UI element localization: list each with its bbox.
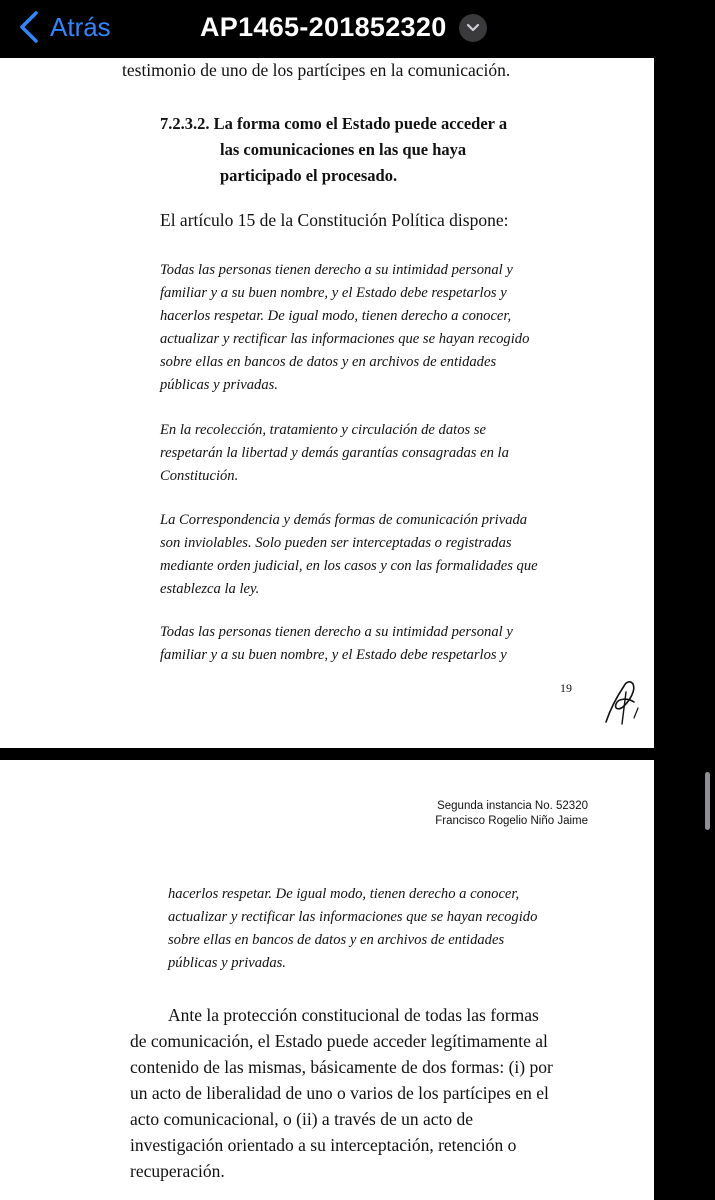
- paragraph-line: de comunicación, el Estado puede acceder legítimamente al: [130, 1031, 548, 1051]
- quote-line: sobre ellas en bancos de datos y en archivos de entidades: [168, 932, 505, 948]
- quote-line: familiar y a su buen nombre, y el Estado debe respetarlos y: [160, 285, 507, 301]
- document-title: AP1465-201852320: [200, 12, 447, 42]
- section-heading-line: las comunicaciones en las que haya: [220, 140, 467, 159]
- document-page-20: [0, 760, 654, 1200]
- page-header-line: Segunda instancia No. 52320: [437, 800, 588, 812]
- paragraph-line: contenido de las mismas, básicamente de dos formas: (i) por: [130, 1057, 553, 1077]
- quote-line: sobre ellas en bancos de datos y en archivos de entidades: [160, 354, 497, 370]
- page-text-line: El artículo 15 de la Constitución Política dispone:: [160, 210, 509, 230]
- quote-line: La Correspondencia y demás formas de comunicación privada: [160, 512, 528, 528]
- page-header-line: Francisco Rogelio Niño Jaime: [435, 815, 588, 827]
- quote-line: respetarán la libertad y demás garantías consagradas en la: [160, 445, 509, 461]
- page-text-line: testimonio de uno de los partícipes en la comunicación.: [122, 60, 511, 80]
- paragraph-line: acto comunicacional, o (ii) a través de un acto de: [130, 1109, 474, 1129]
- vertical-scrollbar[interactable]: [705, 772, 710, 830]
- paragraph-line: recuperación.: [130, 1161, 225, 1181]
- quote-line: actualizar y rectificar las informaciones que se hayan recogido: [168, 909, 538, 925]
- paragraph-line: un acto de liberalidad de uno o varios de los partícipes en el: [130, 1083, 549, 1103]
- quote-line: son inviolables. Solo pueden ser interceptadas o registradas: [160, 535, 512, 551]
- quote-line: públicas y privadas.: [168, 955, 286, 971]
- chevron-down-icon[interactable]: [459, 14, 487, 42]
- navigation-bar: [0, 0, 715, 58]
- quote-line: En la recolección, tratamiento y circulación de datos se: [160, 422, 486, 438]
- quote-line: actualizar y rectificar las informaciones que se hayan recogido: [160, 331, 530, 347]
- quote-line: públicas y privadas.: [160, 377, 278, 393]
- section-heading-line: participado el procesado.: [220, 166, 398, 185]
- paragraph-line: investigación orientado a su interceptación, retención o: [130, 1135, 517, 1155]
- chevron-left-icon: [18, 10, 40, 44]
- quote-line: Todas las personas tienen derecho a su intimidad personal y: [160, 262, 513, 278]
- signature-icon: [600, 676, 646, 728]
- section-heading-line: 7.2.3.2. La forma como el Estado puede acceder a: [160, 114, 508, 133]
- back-button[interactable]: [18, 10, 111, 44]
- quote-line: establezca la ley.: [160, 581, 260, 597]
- quote-line: familiar y a su buen nombre, y el Estado debe respetarlos y: [160, 647, 507, 663]
- document-title-menu[interactable]: [200, 12, 487, 43]
- document-page-19: [0, 58, 654, 748]
- quote-line: hacerlos respetar. De igual modo, tienen derecho a conocer,: [160, 308, 512, 324]
- quote-line: Todas las personas tienen derecho a su intimidad personal y: [160, 624, 513, 640]
- page-number: 19: [560, 681, 572, 695]
- quote-line: mediante orden judicial, en los casos y con las formalidades que: [160, 558, 538, 574]
- paragraph-line: Ante la protección constitucional de todas las formas: [168, 1005, 539, 1025]
- quote-line: hacerlos respetar. De igual modo, tienen derecho a conocer,: [168, 886, 520, 902]
- back-label: Atrás: [50, 11, 111, 42]
- quote-line: Constitución.: [160, 468, 239, 484]
